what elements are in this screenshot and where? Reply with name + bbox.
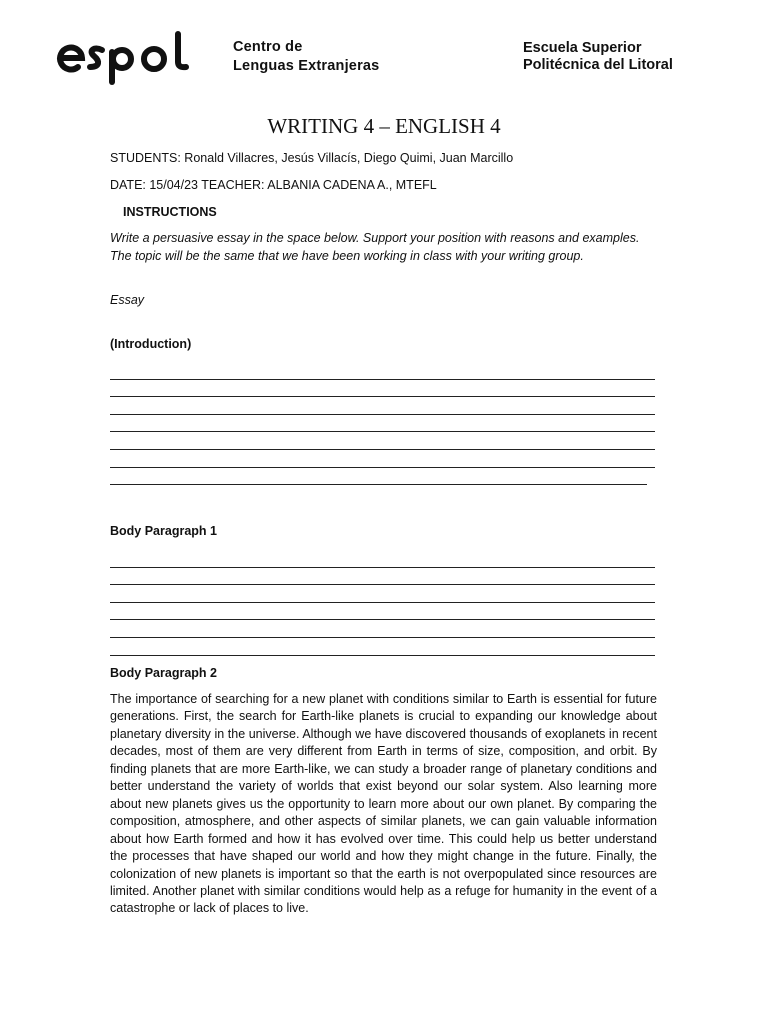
body1-heading: Body Paragraph 1 — [110, 524, 217, 538]
blank-line — [110, 585, 655, 603]
body2-heading: Body Paragraph 2 — [110, 666, 217, 680]
blank-line — [110, 362, 655, 380]
blank-line — [110, 568, 655, 586]
blank-line — [110, 638, 655, 656]
document-title: WRITING 4 – ENGLISH 4 — [267, 114, 501, 138]
espol-logo — [56, 30, 206, 90]
blank-line — [110, 380, 655, 398]
escuela-line-1: Escuela Superior — [523, 40, 642, 56]
body2-paragraph: The importance of searching for a new planet with conditions similar to Earth is essential for future generations. First, the search for Earth-like planets is crucial to expanding our knowledge about planetary diversity in the universe. Although we have discovered thousands of exoplanets in recent decades, most of them are very different from Earth in terms of size, composition, and orbit. By finding planets that are more Earth-like, we can study a broader range of planetary conditions and better understand the variety of worlds that exist beyond our solar system. Also learning more about new planets gives us the opportunity to learn more about our own planet. By comparing the composition, atmosphere, and other aspects of similar planets, we can gain valuable information about how Earth formed and how it has evolved over time. This could help us better understand the processes that have shaped our world and how they might change in the future. Finally, the colonization of new planets is important so that the earth is not overpopulated since resources are limited. Another planet with similar conditions would help as a refuge for humanity in the event of a catastrophe or lack of places to live. — [110, 692, 657, 916]
escuela-line-2: Politécnica del Litoral — [523, 57, 673, 73]
centro-line-1: Centro de — [233, 39, 303, 55]
date-teacher-line: DATE: 15/04/23 TEACHER: ALBANIA CADENA A., MTEFL — [110, 178, 437, 192]
blank-line — [110, 397, 655, 415]
instructions-heading: INSTRUCTIONS — [123, 205, 217, 219]
escuela-label — [523, 40, 673, 74]
blank-line — [110, 432, 655, 450]
blank-line — [110, 468, 647, 486]
essay-label: Essay — [110, 293, 145, 307]
introduction-lines — [110, 362, 655, 485]
introduction-heading: (Introduction) — [110, 337, 192, 351]
blank-line — [110, 620, 655, 638]
students-line: STUDENTS: Ronald Villacres, Jesús Villacís, Diego Quimi, Juan Marcillo — [110, 151, 514, 165]
body1-lines — [110, 550, 655, 656]
centro-lenguas-label — [233, 38, 379, 76]
centro-line-2: Lenguas Extranjeras — [233, 58, 380, 74]
blank-line — [110, 550, 655, 568]
instructions-text: Write a persuasive essay in the space below. Support your position with reasons and examples. The topic will be the same that we have been working in class with your writing group. — [110, 231, 640, 263]
blank-line — [110, 603, 655, 621]
blank-line — [110, 415, 655, 433]
blank-line — [110, 450, 655, 468]
